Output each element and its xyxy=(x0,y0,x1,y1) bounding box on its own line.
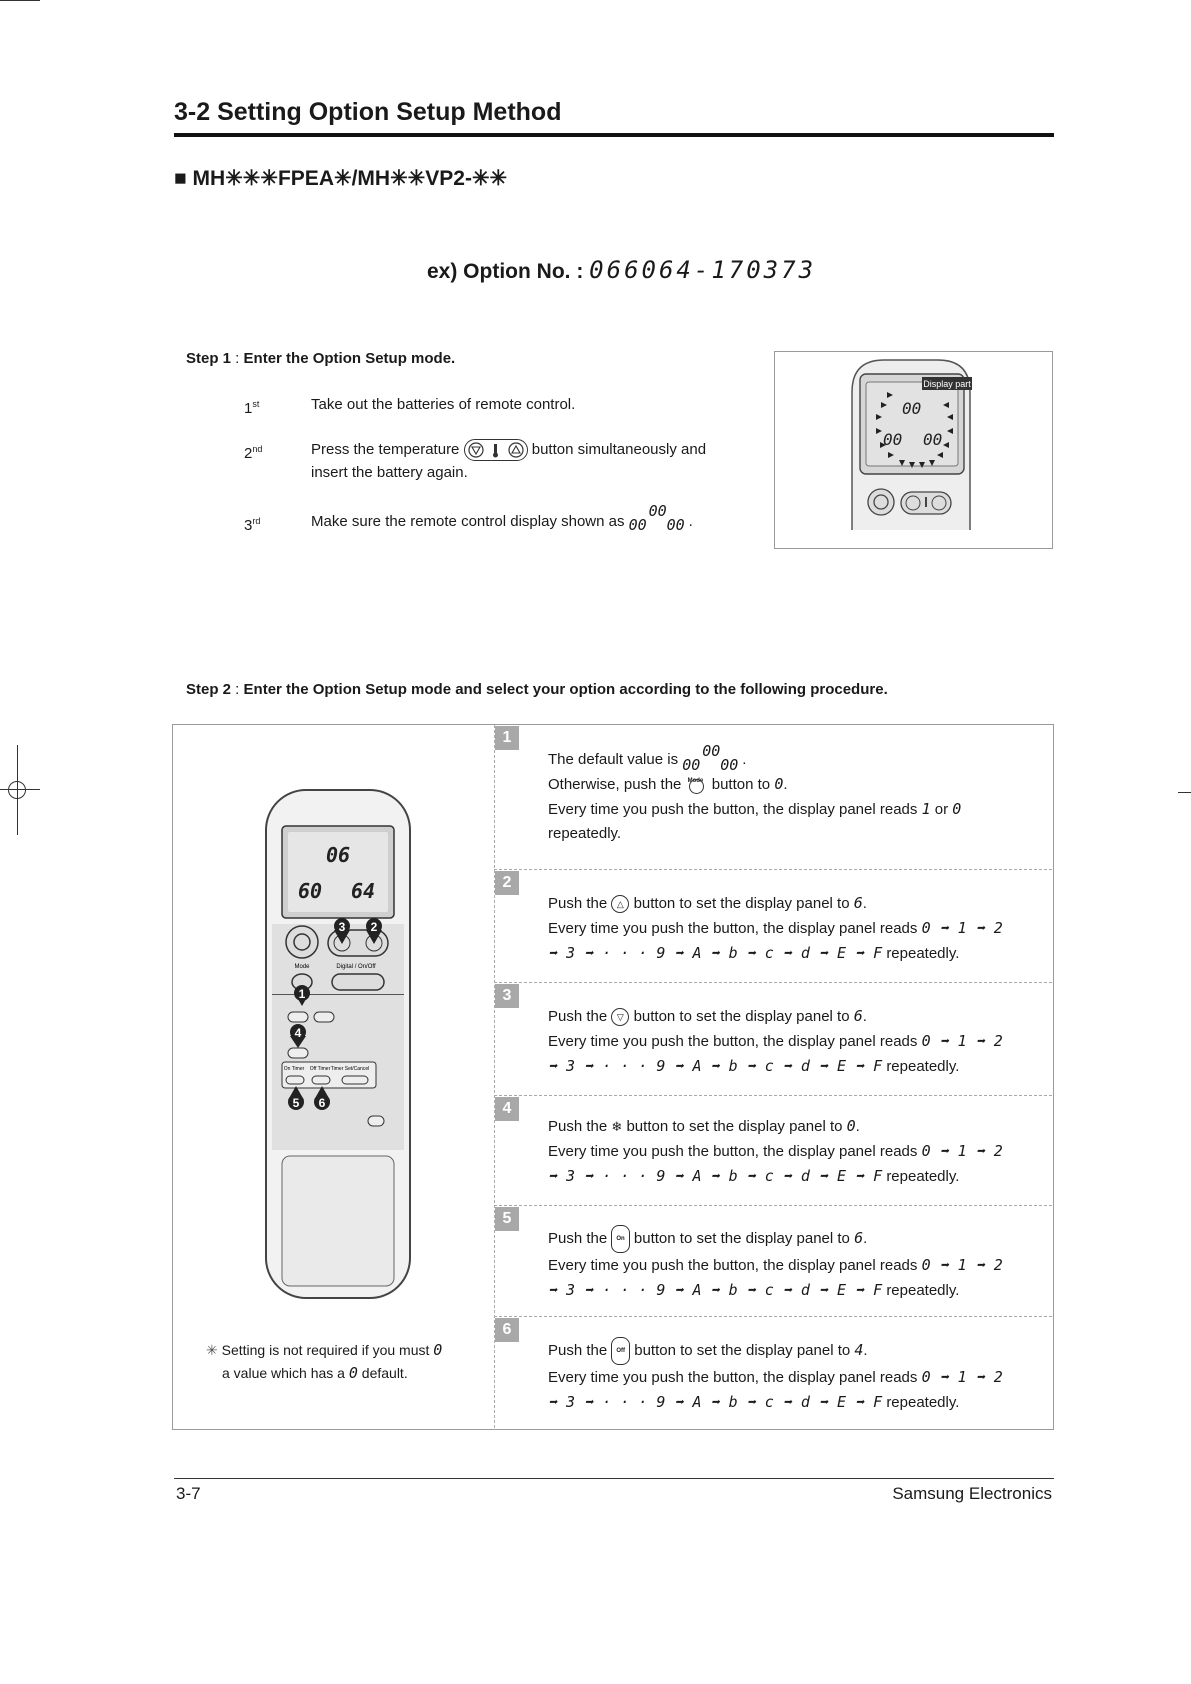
remote-digital-label: Digital / On/Off xyxy=(336,964,376,970)
model-bullet: ■ xyxy=(174,167,187,190)
row1-l2-end: . xyxy=(783,776,788,793)
step1-item1-ord xyxy=(244,393,259,420)
step1-item1-text: Take out the batteries of remote control. xyxy=(311,396,576,413)
remote-timer-set: Timer Set/Cancel xyxy=(330,1066,370,1072)
row-divider xyxy=(494,869,1052,870)
item3-text: Make sure the remote control display shown as xyxy=(311,513,625,530)
row2-l2: Every time you push the button, the display panel reads xyxy=(548,920,918,937)
footer-brand: Samsung Electronics xyxy=(892,1484,1052,1503)
row6-l1b: button to set the display panel to xyxy=(634,1341,851,1359)
row2-digit: 6 xyxy=(853,894,863,912)
row5-l2: Every time you push the button, the display panel reads xyxy=(548,1257,918,1274)
row4-text xyxy=(548,1114,1048,1189)
row2-text xyxy=(548,891,1048,966)
remote-mode-label: Mode xyxy=(294,964,310,970)
on-timer-button-icon: On xyxy=(611,1225,629,1253)
row5-number: 5 xyxy=(495,1207,519,1231)
row6-number: 6 xyxy=(495,1318,519,1342)
row6-seq2: ➡ 3 ➡ · · · 9 ➡ A ➡ b ➡ c ➡ d ➡ E ➡ F xyxy=(548,1393,883,1411)
row1-l2-digit: 0 xyxy=(774,775,784,793)
row1-l4: repeatedly. xyxy=(548,825,622,842)
page-number: 3-7 xyxy=(176,1484,201,1503)
remote-off-timer: Off Timer xyxy=(309,1066,331,1072)
item2-text-c: insert the battery again. xyxy=(311,464,468,482)
row2-l1-end: . xyxy=(862,895,867,912)
row2-seq2: ➡ 3 ➡ · · · 9 ➡ A ➡ b ➡ c ➡ d ➡ E ➡ F xyxy=(548,944,883,962)
row3-tail: repeatedly. xyxy=(886,1058,960,1075)
row4-tail: repeatedly. xyxy=(886,1168,960,1185)
row3-l1a: Push the xyxy=(548,1008,608,1025)
row4-l1a: Push the xyxy=(548,1118,608,1135)
row1-l2a: Otherwise, push the xyxy=(548,776,682,793)
row4-l1b: button to set the display panel to xyxy=(626,1118,843,1135)
crop-mark-right xyxy=(1178,792,1191,793)
note-digit2: 0 xyxy=(348,1364,358,1382)
model-heading xyxy=(174,166,507,191)
step1-title: Enter the Option Setup mode. xyxy=(243,350,456,367)
crop-mark-top xyxy=(0,0,40,1)
example-label: ex) Option No. : xyxy=(427,260,584,283)
row5-l1a: Push the xyxy=(548,1229,608,1247)
row4-number: 4 xyxy=(495,1097,519,1121)
row3-digit: 6 xyxy=(853,1007,863,1025)
display-part-label: Display part xyxy=(923,379,971,389)
row1-display-right: 00 xyxy=(720,756,739,775)
row6-tail: repeatedly. xyxy=(886,1394,960,1411)
mode-button-icon xyxy=(686,776,708,794)
step1-sep: : xyxy=(231,350,244,367)
remote-control-illustration xyxy=(258,786,418,1302)
marker-3: 3 xyxy=(338,920,346,934)
temp-button-icon xyxy=(464,439,528,461)
marker-1: 1 xyxy=(298,987,306,1001)
row5-l1-end: . xyxy=(863,1229,868,1247)
mode-icon-label: Mode xyxy=(687,778,704,785)
row3-l1-end: . xyxy=(862,1008,867,1025)
row4-l1-end: . xyxy=(855,1118,860,1135)
remote-on-timer: On Timer xyxy=(283,1066,305,1072)
page-title: 3-2 Setting Option Setup Method xyxy=(174,98,562,126)
step1-item2-text xyxy=(311,438,731,484)
row1-display-left: 00 xyxy=(682,756,701,775)
row2-number: 2 xyxy=(495,871,519,895)
remote-lcd-right: 64 xyxy=(351,879,376,903)
row1-l3-d1: 1 xyxy=(921,800,931,818)
row1-l3-d2: 0 xyxy=(952,800,962,818)
step2-heading xyxy=(186,681,888,698)
row5-seq1: 0 ➡ 1 ➡ 2 xyxy=(921,1256,1003,1274)
step1-label: Step 1 xyxy=(186,350,232,367)
display-part-image xyxy=(774,351,1053,549)
row1-text xyxy=(548,742,1048,846)
row3-number: 3 xyxy=(495,984,519,1008)
ord-sup: st xyxy=(252,399,260,409)
row4-digit: 0 xyxy=(846,1117,856,1135)
row2-tail: repeatedly. xyxy=(886,945,960,962)
item2-text-a: Press the temperature xyxy=(311,441,460,458)
row1-l2b: button to xyxy=(711,776,771,793)
marker-2: 2 xyxy=(370,920,378,934)
off-timer-button-icon: Off xyxy=(611,1337,630,1365)
row5-digit: 6 xyxy=(854,1228,864,1247)
marker-4: 4 xyxy=(294,1026,302,1040)
remote-display-illustration xyxy=(775,352,1052,548)
display-lcd-right: 00 xyxy=(923,430,943,449)
note-line2: a value which has a xyxy=(222,1365,345,1381)
step2-sep: : xyxy=(231,681,244,698)
note-star: ✳ xyxy=(206,1342,218,1358)
row1-l3a: Every time you push the button, the display panel reads xyxy=(548,801,918,818)
model-text: MH✳✳✳FPEA✳/MH✳✳VP2-✳✳ xyxy=(192,167,508,190)
row-divider xyxy=(494,1205,1052,1206)
title-rule xyxy=(174,133,1054,137)
marker-6: 6 xyxy=(318,1096,326,1110)
row5-text xyxy=(548,1225,1048,1303)
row6-l1-end: . xyxy=(863,1341,868,1359)
note-line2-end: default. xyxy=(361,1365,408,1381)
remote-lcd-left: 60 xyxy=(298,879,323,903)
row4-l2: Every time you push the button, the display panel reads xyxy=(548,1143,918,1160)
marker-5: 5 xyxy=(292,1096,300,1110)
step1-item2-ord xyxy=(244,438,262,465)
row-divider xyxy=(494,1095,1052,1096)
item2-text-b: button simultaneously and xyxy=(531,441,707,458)
display-glyph xyxy=(628,502,689,535)
row6-digit: 4 xyxy=(854,1340,864,1359)
step2-label: Step 2 xyxy=(186,681,232,698)
setting-note xyxy=(206,1339,442,1385)
row-divider xyxy=(494,1316,1052,1317)
row3-seq2: ➡ 3 ➡ · · · 9 ➡ A ➡ b ➡ c ➡ d ➡ E ➡ F xyxy=(548,1057,883,1075)
row5-l1b: button to set the display panel to xyxy=(633,1229,850,1247)
row6-l2: Every time you push the button, the display panel reads xyxy=(548,1369,918,1386)
row6-text xyxy=(548,1337,1048,1415)
footer-rule xyxy=(174,1478,1054,1479)
down-arrow-button-icon: ▽ xyxy=(611,1008,629,1026)
row6-l1a: Push the xyxy=(548,1341,608,1359)
ord-sup: rd xyxy=(252,516,261,526)
row-divider xyxy=(494,982,1052,983)
ord: 3 xyxy=(244,517,253,534)
ord-sup: nd xyxy=(252,444,263,454)
remote-lcd-top: 06 xyxy=(326,843,351,867)
row2-seq1: 0 ➡ 1 ➡ 2 xyxy=(921,919,1003,937)
fan-mode-button-icon: ❄ xyxy=(611,1119,623,1134)
display-lcd-top: 00 xyxy=(902,399,922,418)
up-arrow-button-icon: △ xyxy=(611,895,629,913)
note-line1: Setting is not required if you must xyxy=(221,1342,430,1358)
row1-display-top: 00 xyxy=(702,742,721,761)
row3-text xyxy=(548,1004,1048,1079)
row6-seq1: 0 ➡ 1 ➡ 2 xyxy=(921,1368,1003,1386)
row1-number: 1 xyxy=(495,726,519,750)
row1-display-glyph xyxy=(682,742,742,775)
step1-heading xyxy=(186,350,455,367)
display-top: 00 xyxy=(648,502,667,521)
row3-l2: Every time you push the button, the display panel reads xyxy=(548,1033,918,1050)
row4-seq2: ➡ 3 ➡ · · · 9 ➡ A ➡ b ➡ c ➡ d ➡ E ➡ F xyxy=(548,1167,883,1185)
row5-tail: repeatedly. xyxy=(886,1282,960,1299)
row2-l1a: Push the xyxy=(548,895,608,912)
step2-title: Enter the Option Setup mode and select your option according to the following procedure. xyxy=(243,681,888,698)
row5-seq2: ➡ 3 ➡ · · · 9 ➡ A ➡ b ➡ c ➡ d ➡ E ➡ F xyxy=(548,1281,883,1299)
item3-end: . xyxy=(688,513,693,530)
row4-seq1: 0 ➡ 1 ➡ 2 xyxy=(921,1142,1003,1160)
example-option xyxy=(427,256,816,284)
example-value: 066064-170373 xyxy=(589,256,817,284)
row1-l3-or: or xyxy=(934,801,949,818)
crop-mark-left-v xyxy=(17,745,18,835)
step1-item3-text xyxy=(311,502,693,535)
display-right: 00 xyxy=(666,516,685,535)
row3-l1b: button to set the display panel to xyxy=(633,1008,850,1025)
row2-l1b: button to set the display panel to xyxy=(633,895,850,912)
note-digit1: 0 xyxy=(433,1341,443,1359)
row3-seq1: 0 ➡ 1 ➡ 2 xyxy=(921,1032,1003,1050)
ord: 1 xyxy=(244,400,253,417)
ord: 2 xyxy=(244,445,253,462)
row1-l1-end: . xyxy=(742,751,747,768)
display-left: 00 xyxy=(628,516,647,535)
step1-item3-ord xyxy=(244,510,260,537)
display-lcd-left: 00 xyxy=(883,430,903,449)
row1-l1a: The default value is xyxy=(548,751,679,768)
